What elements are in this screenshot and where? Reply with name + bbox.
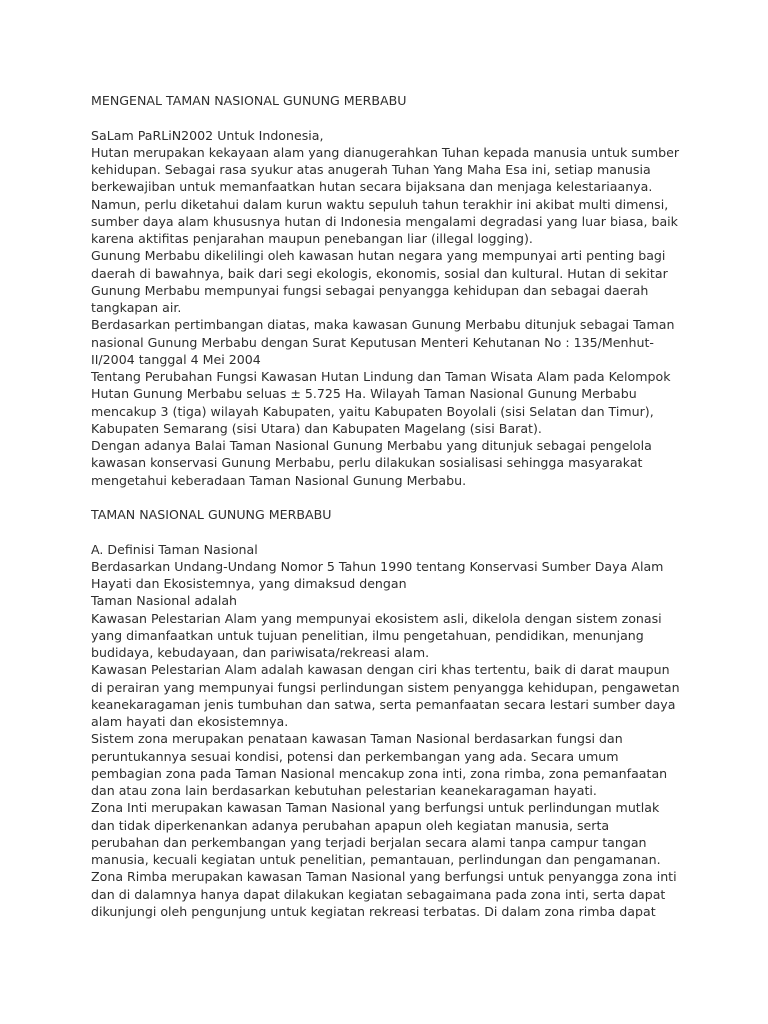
text-line: Sistem zona merupakan penataan kawasan Taman Nasional berdasarkan fungsi dan xyxy=(91,731,623,747)
text-line: dan tidak diperkenankan adanya perubahan apapun oleh kegiatan manusia, serta xyxy=(91,817,610,833)
blank-line xyxy=(91,109,691,126)
section-paragraphs xyxy=(91,541,691,921)
document-title: MENGENAL TAMAN NASIONAL GUNUNG MERBABU xyxy=(91,93,407,108)
text-line: mencakup 3 (tiga) wilayah Kabupaten, yaitu Kabupaten Boyolali (sisi Selatan dan Timur), xyxy=(91,403,654,419)
text-line: Kawasan Pelestarian Alam adalah kawasan dengan ciri khas tertentu, baik di darat maupun xyxy=(91,662,670,678)
text-line: Kawasan Pelestarian Alam yang mempunyai ekosistem asli, dikelola dengan sistem zonasi xyxy=(91,610,662,626)
text-line: Hutan merupakan kekayaan alam yang dianugerahkan Tuhan kepada manusia untuk sumber xyxy=(91,144,680,160)
text-line: dikunjungi oleh pengunjung untuk kegiatan rekreasi terbatas. Di dalam zona rimba dapat xyxy=(91,903,656,919)
text-line: berkewajiban untuk memanfaatkan hutan secara bijaksana dan menjaga kelestariaanya. xyxy=(91,179,653,195)
text-line: dan di dalamnya hanya dapat dilakukan kegiatan sebagaimana pada zona inti, serta dapat xyxy=(91,886,666,902)
text-line: perubahan dan perkembangan yang terjadi berjalan secara alami tanpa campur tangan xyxy=(91,834,647,850)
text-line: alam hayati dan ekosistemnya. xyxy=(91,714,289,729)
text-line: kehidupan. Sebagai rasa syukur atas anugerah Tuhan Yang Maha Esa ini, setiap manusia xyxy=(91,162,651,177)
text-line: Kabupaten Semarang (sisi Utara) dan Kabupaten Magelang (sisi Barat). xyxy=(91,420,542,436)
text-line: Zona Rimba merupakan kawasan Taman Nasional yang berfungsi untuk penyangga zona inti xyxy=(91,869,677,885)
text-line: keanekaragaman jenis tumbuhan dan satwa, serta pemanfaatan secara lestari sumber daya xyxy=(91,696,676,712)
text-line: Hutan Gunung Merbabu seluas ± 5.725 Ha. Wilayah Taman Nasional Gunung Merbabu xyxy=(91,386,637,402)
text-line: tangkapan air. xyxy=(91,300,182,315)
text-line: Tentang Perubahan Fungsi Kawasan Hutan Lindung dan Taman Wisata Alam pada Kelompok xyxy=(91,369,671,384)
text-line: karena aktifitas penjarahan maupun penebangan liar (illegal logging). xyxy=(91,231,533,246)
text-line: manusia, kecuali kegiatan untuk penelitian, pemantauan, perlindungan dan pengamanan. xyxy=(91,852,661,867)
text-line: II/2004 tanggal 4 Mei 2004 xyxy=(91,351,261,367)
text-line: Taman Nasional adalah xyxy=(91,593,238,609)
text-line: sumber daya alam khususnya hutan di Indonesia mengalami degradasi yang luar biasa, baik xyxy=(91,213,678,229)
text-line: Namun, perlu diketahui dalam kurun waktu sepuluh tahun terakhir ini akibat multi dimensi, xyxy=(91,196,669,212)
text-line: peruntukannya sesuai kondisi, potensi dan perkembangan yang ada. Secara umum xyxy=(91,748,619,764)
text-line: kawasan konservasi Gunung Merbabu, perlu dilakukan sosialisasi sehingga masyarakat xyxy=(91,455,643,471)
text-line: dan atau zona lain berdasarkan kebutuhan pelestarian keanekaragaman hayati. xyxy=(91,783,597,798)
text-line: Zona Inti merupakan kawasan Taman Nasional yang berfungsi untuk perlindungan mutlak xyxy=(91,800,660,816)
blank-line xyxy=(91,489,691,506)
text-line: Berdasarkan pertimbangan diatas, maka kawasan Gunung Merbabu ditunjuk sebagai Taman xyxy=(91,317,675,333)
text-line: Hayati dan Ekosistemnya, yang dimaksud dengan xyxy=(91,576,407,591)
text-line: pembagian zona pada Taman Nasional mencakup zona inti, zona rimba, zona pemanfaatan xyxy=(91,765,668,781)
text-line: di perairan yang mempunyai fungsi perlindungan sistem penyangga kehidupan, pengawetan xyxy=(91,679,680,695)
blank-line xyxy=(91,523,691,540)
text-line: Berdasarkan Undang-Undang Nomor 5 Tahun 1990 tentang Konservasi Sumber Daya Alam xyxy=(91,558,664,574)
text-line: budidaya, kebudayaan, dan pariwisata/rekreasi alam. xyxy=(91,645,430,660)
text-line: A. Definisi Taman Nasional xyxy=(91,541,258,557)
text-line: nasional Gunung Merbabu dengan Surat Keputusan Menteri Kehutanan No : 135/Menhut- xyxy=(91,334,654,350)
intro-paragraphs xyxy=(91,127,691,489)
text-line: mengetahui keberadaan Taman Nasional Gunung Merbabu. xyxy=(91,472,467,488)
text-line: Gunung Merbabu dikelilingi oleh kawasan hutan negara yang mempunyai arti penting bagi xyxy=(91,248,666,264)
text-line: yang dimanfaatkan untuk tujuan penelitian, ilmu pengetahuan, pendidikan, menunjang xyxy=(91,627,644,643)
text-line: SaLam PaRLiN2002 Untuk Indonesia, xyxy=(91,127,324,143)
document-body xyxy=(91,92,691,920)
text-line: daerah di bawahnya, baik dari segi ekologis, ekonomis, sosial dan kultural. Hutan di sekitar xyxy=(91,265,668,281)
text-line: Gunung Merbabu mempunyai fungsi sebagai penyangga kehidupan dan sebagai daerah xyxy=(91,282,649,298)
section-title: TAMAN NASIONAL GUNUNG MERBABU xyxy=(91,507,332,522)
text-line: Dengan adanya Balai Taman Nasional Gunung Merbabu yang ditunjuk sebagai pengelola xyxy=(91,438,652,453)
